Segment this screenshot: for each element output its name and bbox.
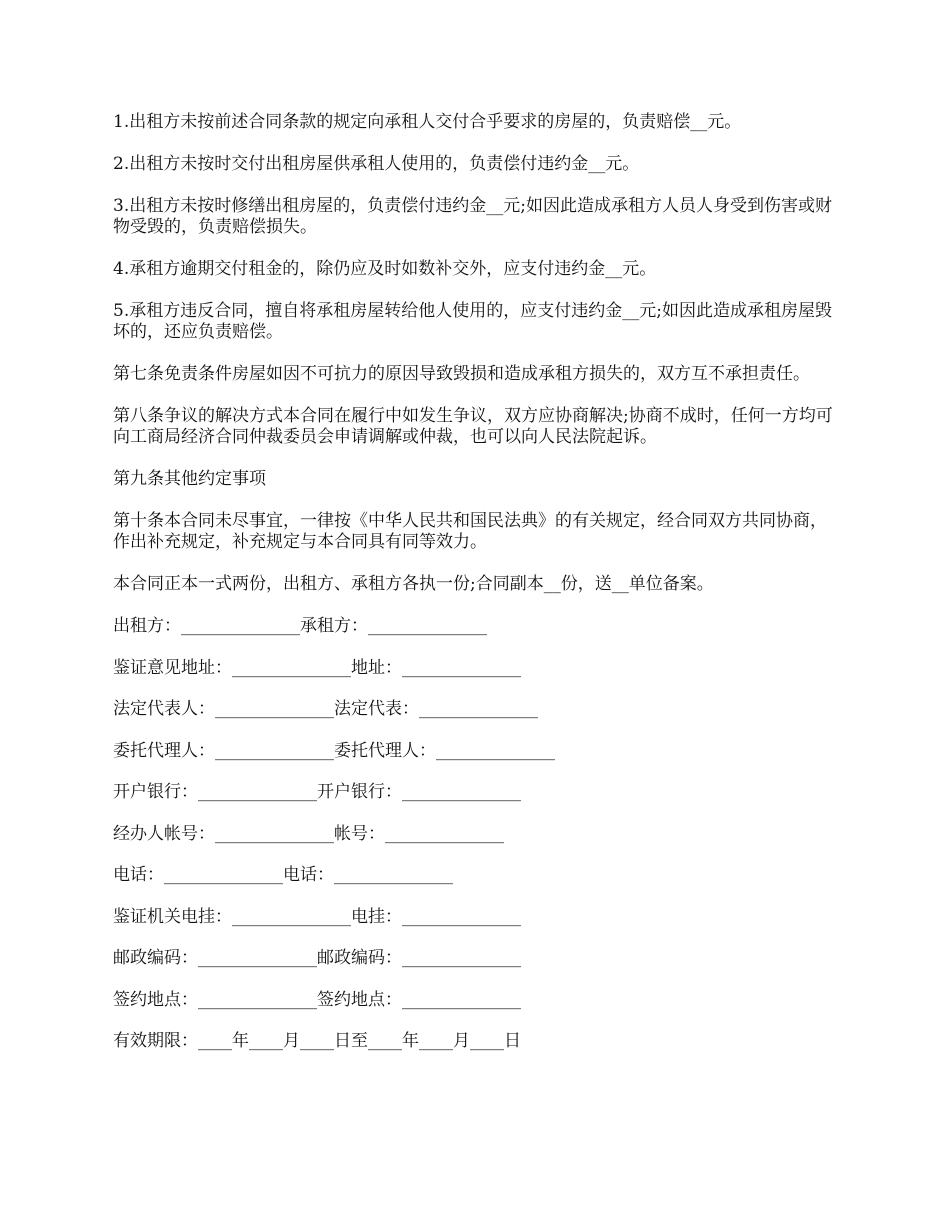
article-8: 第八条争议的解决方式本合同在履行中如发生争议，双方应协商解决;协商不成时，任何一方均可向工商局经济合同仲裁委员会申请调解或仲裁，也可以向人民法院起诉。 [113, 406, 833, 447]
signature-line-address: 鉴证意见地址：______________地址：______________ [113, 657, 521, 678]
article-9: 第九条其他约定事项 [113, 469, 266, 489]
signature-line-place: 签约地点：______________签约地点：______________ [113, 989, 521, 1010]
signature-line-parties: 出租方：______________承租方：______________ [113, 616, 487, 636]
signature-line-account: 经办人帐号：______________帐号：______________ [113, 823, 504, 844]
signature-line-phone: 电话：______________电话：______________ [113, 865, 453, 885]
signature-line-legal-rep: 法定代表人：______________法定代表：______________ [113, 699, 538, 719]
copies-clause: 本合同正本一式两份，出租方、承租方各执一份;合同副本__份，送__单位备案。 [113, 574, 714, 594]
contract-page [113, 112, 843, 1073]
clause-penalty-4: 4.承租方逾期交付租金的，除仍应及时如数补交外，应支付违约金__元。 [113, 259, 657, 279]
clause-penalty-5: 5.承租方违反合同，擅自将承租房屋转给他人使用的，应支付违约金__元;如因此造成承租房屋毁坏的，还应负责赔偿。 [113, 301, 832, 342]
clause-penalty-3: 3.出租方未按时修缮出租房屋的，负责偿付违约金__元;如因此造成承租方人员人身受到伤害或财物受毁的，负责赔偿损失。 [113, 196, 832, 237]
clause-penalty-1: 1.出租方未按前述合同条款的规定向承租人交付合乎要求的房屋的，负责赔偿__元。 [113, 112, 742, 132]
signature-block [113, 616, 843, 1073]
clause-penalty-2: 2.出租方未按时交付出租房屋供承租人使用的，负责偿付违约金__元。 [113, 154, 640, 174]
signature-line-agent: 委托代理人：______________委托代理人：______________ [113, 740, 555, 761]
signature-line-telegraph: 鉴证机关电挂：______________电挂：______________ [113, 906, 521, 927]
article-7: 第七条免责条件房屋如因不可抗力的原因导致毁损和造成承租方损失的，双方互不承担责任。 [113, 364, 810, 384]
article-10: 第十条本合同未尽事宜，一律按《中华人民共和国民法典》的有关规定，经合同双方共同协商，作出补充规定，补充规定与本合同具有同等效力。 [113, 511, 827, 552]
signature-line-validity: 有效期限：____年____月____日至____年____月____日 [113, 1031, 521, 1051]
signature-line-bank: 开户银行：______________开户银行：______________ [113, 782, 521, 802]
signature-line-postcode: 邮政编码：______________邮政编码：______________ [113, 948, 521, 968]
